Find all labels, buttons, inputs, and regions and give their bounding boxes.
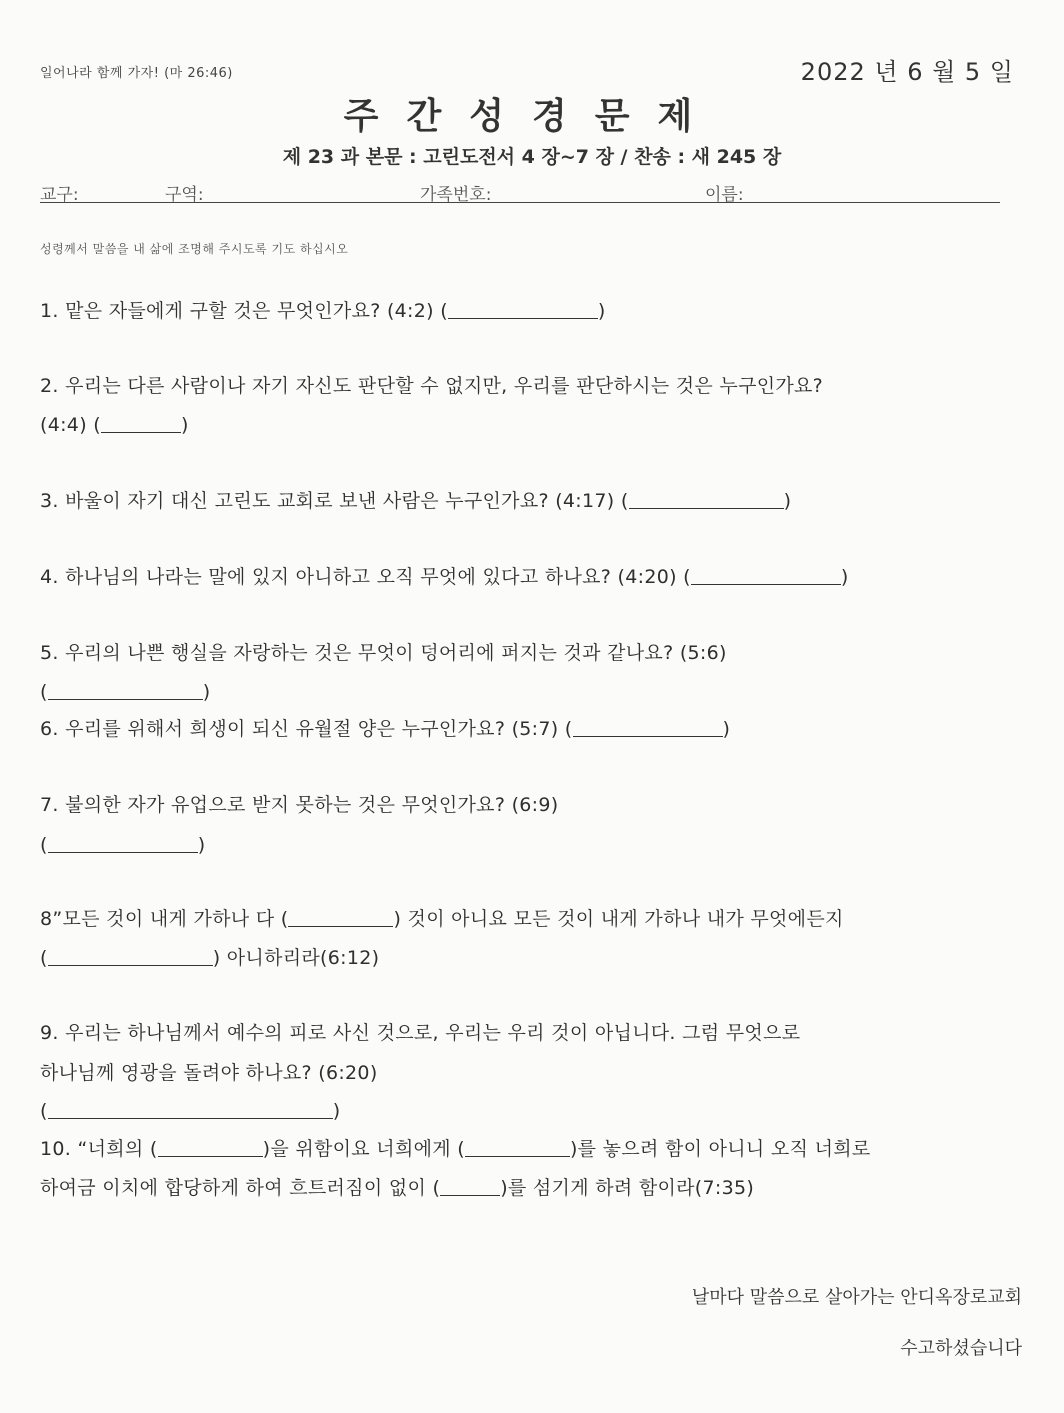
question-text: )을 위함이요 너희에게 ( (262, 1138, 465, 1160)
question-text: ( (40, 947, 48, 969)
answer-blank[interactable] (629, 487, 784, 509)
question-8-line-2 (40, 943, 379, 970)
church-slogan: 날마다 말씀으로 살아가는 안디옥장로교회 (691, 1287, 1022, 1308)
question-9-line-3 (40, 1097, 340, 1122)
question-text: )를 섬기게 하려 함이라(7:35) (500, 1177, 755, 1199)
answer-blank[interactable] (158, 1135, 263, 1157)
question-10-line-2 (40, 1173, 754, 1200)
question-text: ( (40, 680, 48, 703)
district-label: 교구: (40, 185, 79, 205)
answer-blank[interactable] (573, 715, 723, 737)
question-text: 3. 바울이 자기 대신 고린도 교회로 보낸 사람은 누구인가요? (4:17) ( (40, 490, 629, 512)
question-5-line-2 (40, 678, 210, 703)
prayer-instruction: 성령께서 말씀을 내 삶에 조명해 주시도록 기도 하십시오 (40, 242, 349, 256)
question-text: ) (202, 680, 211, 703)
answer-blank[interactable] (465, 1135, 570, 1157)
answer-blank[interactable] (101, 411, 181, 433)
question-9: 9. 우리는 하나님께서 예수의 피로 사신 것으로, 우리는 우리 것이 아닙니다. 그럼 무엇으로 (40, 1022, 801, 1044)
question-text: ) (197, 833, 206, 856)
answer-blank[interactable] (48, 831, 198, 853)
question-text: ) (597, 300, 606, 322)
answer-blank[interactable] (48, 1097, 333, 1119)
thanks-note: 수고하셨습니다 (900, 1338, 1022, 1359)
area-label: 구역: (165, 185, 204, 205)
question-6 (40, 714, 730, 741)
question-text: 10. “너희의 ( (40, 1138, 158, 1160)
name-label: 이름: (705, 185, 744, 205)
question-2-line-2 (40, 411, 189, 436)
question-text: ) (332, 1099, 341, 1122)
date: 2022 년 6 월 5 일 (800, 58, 1014, 86)
question-9-line-2: 하나님께 영광을 돌려야 하나요? (6:20) (40, 1062, 378, 1084)
question-text: 6. 우리를 위해서 희생이 되신 유월절 양은 누구인가요? (5:7) ( (40, 718, 573, 740)
question-1 (40, 296, 606, 323)
info-fields-row (40, 180, 1000, 203)
page-title: 주간성경문제 (343, 96, 721, 137)
question-text: ) (180, 413, 189, 436)
answer-blank[interactable] (691, 563, 841, 585)
question-text: )를 놓으려 함이 아니니 오직 너희로 (569, 1138, 871, 1160)
question-4 (40, 562, 849, 589)
answer-blank[interactable] (288, 905, 393, 927)
question-7-line-2 (40, 831, 205, 856)
answer-blank[interactable] (48, 944, 213, 966)
question-7: 7. 불의한 자가 유업으로 받지 못하는 것은 무엇인가요? (6:9) (40, 794, 559, 816)
question-text: ) (840, 566, 849, 588)
question-5: 5. 우리의 나쁜 행실을 자랑하는 것은 무엇이 덩어리에 퍼지는 것과 같나요? (5:6) (40, 642, 727, 664)
answer-blank[interactable] (48, 678, 203, 700)
question-8 (40, 904, 844, 931)
question-text: ) (783, 490, 792, 512)
question-text: ( (40, 833, 48, 856)
question-text: ) (722, 718, 731, 740)
question-text: ( (40, 1099, 48, 1122)
question-2: 2. 우리는 다른 사람이나 자기 자신도 판단할 수 없지만, 우리를 판단하시는 것은 누구인가요? (40, 375, 824, 397)
question-text: 하여금 이치에 합당하게 하여 흐트러짐이 없이 ( (40, 1177, 441, 1199)
question-text: ) 것이 아니요 모든 것이 내게 가하나 내가 무엇에든지 (393, 908, 844, 930)
question-text: (4:4) ( (40, 413, 101, 436)
question-text: ) 아니하리라(6:12) (212, 947, 380, 969)
family-number-label: 가족번호: (420, 185, 492, 205)
answer-blank[interactable] (448, 297, 598, 319)
question-text: 1. 맡은 자들에게 구할 것은 무엇인가요? (4:2) ( (40, 300, 448, 322)
lesson-subtitle: 제 23 과 본문 : 고린도전서 4 장~7 장 / 찬송 : 새 245 장 (282, 146, 782, 168)
question-text: 4. 하나님의 나라는 말에 있지 아니하고 오직 무엇에 있다고 하나요? (4:20) ( (40, 566, 691, 588)
question-text: 8”모든 것이 내게 가하나 다 ( (40, 908, 289, 930)
motto: 일어나라 함께 가자! (마 26:46) (40, 66, 233, 81)
answer-blank[interactable] (440, 1174, 500, 1196)
question-10 (40, 1134, 871, 1161)
question-3 (40, 486, 791, 513)
